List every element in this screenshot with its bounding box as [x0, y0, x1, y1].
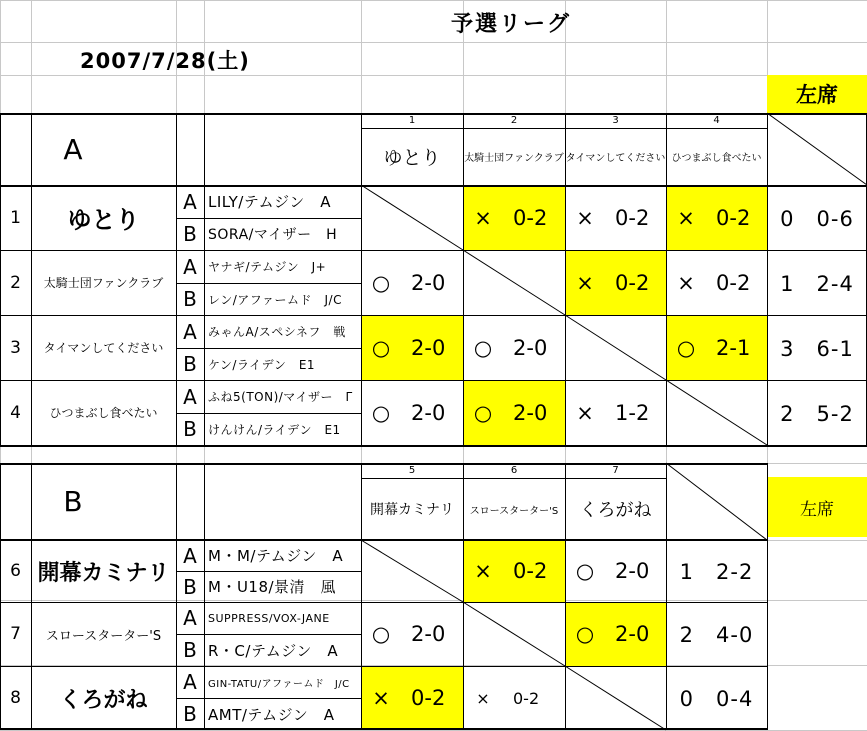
block-a-col-header: タイマンしてください [565, 153, 666, 164]
result-mark: × [677, 205, 695, 230]
result-mark: ○ [371, 335, 391, 360]
result-mark: × [474, 559, 492, 583]
block-a-team-name: タイマンしてください [43, 341, 164, 355]
border-line [565, 463, 566, 730]
diagonal-self-match [361, 185, 463, 250]
player-slot-a-label: A [183, 670, 197, 694]
result-score: 0-2 [615, 270, 650, 295]
diagonal-self-match [666, 463, 767, 540]
block-a-match-result [463, 185, 565, 250]
block-b-player-b: R・C/テムジン A [208, 641, 339, 660]
block-b-team-name: 開幕カミナリ [37, 560, 170, 586]
player-slot-b-label: B [183, 222, 197, 246]
seat-label-a: 左席 [767, 75, 867, 113]
border-line [0, 250, 867, 251]
diagonal-self-match [361, 540, 463, 602]
block-a-team-number: 3 [10, 337, 21, 358]
block-a-team-total: 1 2-4 [780, 271, 854, 296]
result-score: 0-2 [716, 270, 751, 295]
result-score: 2-0 [513, 335, 548, 360]
block-a-match-result [361, 380, 463, 445]
block-b-match-result [565, 602, 666, 666]
block-a-team-number: 4 [10, 402, 21, 423]
result-score: 2-0 [411, 400, 446, 425]
block-a-match-result [666, 250, 767, 315]
diagonal-self-match [767, 113, 867, 185]
result-score: 2-0 [411, 270, 446, 295]
block-b-col-number: 6 [510, 465, 518, 476]
border-line [0, 315, 867, 316]
border-line [176, 698, 361, 699]
result-mark: × [576, 270, 594, 295]
block-a-col-number: 1 [408, 115, 416, 126]
result-score: 0-2 [513, 205, 548, 230]
block-a-team-name: ゆとり [67, 206, 140, 234]
block-a-match-result [361, 315, 463, 380]
border-line [463, 113, 464, 445]
player-slot-b-label: B [183, 638, 197, 662]
block-a-match-result [666, 185, 767, 250]
result-score: 0-2 [716, 205, 751, 230]
border-line [176, 634, 361, 635]
border-line [361, 128, 767, 129]
block-a-col-number: 4 [713, 115, 720, 126]
border-line [565, 113, 566, 445]
result-mark: ○ [676, 335, 696, 360]
block-b-match-result [565, 540, 666, 602]
border-line [666, 463, 667, 730]
block-a-match-result [565, 250, 666, 315]
block-a-team-total: 2 5-2 [780, 401, 854, 426]
result-score: 2-0 [513, 400, 548, 425]
result-mark: × [474, 205, 492, 230]
border-line [176, 113, 177, 445]
block-a-team-name: 太騎士団ファンクラブ [43, 276, 164, 290]
block-a-player-b: レン/アファームド J/C [208, 292, 342, 307]
diagonal-self-match [463, 250, 565, 315]
result-score: 0-2 [411, 686, 446, 710]
page-title: 予選リーグ [450, 11, 571, 37]
block-b-match-result [463, 666, 565, 730]
grid-line [0, 42, 867, 43]
border-line [361, 113, 362, 445]
border-line [767, 113, 768, 445]
border-line [0, 380, 867, 381]
block-a-player-a: LILY/テムジン A [208, 193, 331, 211]
result-score: 2-1 [716, 335, 751, 360]
border-line [0, 666, 767, 667]
block-b-match-result [361, 666, 463, 730]
result-mark: × [476, 688, 490, 708]
block-a-player-a: ふね5(TON)/マイザー Γ [208, 390, 353, 404]
block-b-player-b: AMT/テムジン A [208, 705, 335, 724]
diagonal-self-match [565, 666, 666, 730]
border-line [0, 113, 1, 445]
block-a-name: A [63, 132, 83, 166]
border-line [0, 602, 767, 603]
result-score: 2-0 [411, 335, 446, 360]
player-slot-a-label: A [183, 606, 197, 630]
block-a-player-b: SORA/マイザー H [208, 227, 338, 243]
result-score: 0-2 [513, 688, 540, 708]
grid-line [0, 0, 867, 1]
block-a-player-b: ケン/ライデン E1 [208, 357, 316, 372]
border-line [31, 463, 32, 730]
border-line [204, 463, 205, 730]
block-b-team-total: 2 4-0 [679, 623, 754, 647]
result-score: 0-2 [615, 205, 650, 230]
block-b-col-number: 7 [612, 465, 619, 476]
block-a-player-a: みゃんA/スペシネフ 戦 [208, 325, 346, 339]
block-a-match-result [361, 250, 463, 315]
result-mark: ○ [371, 622, 391, 646]
result-score: 0-2 [513, 559, 548, 583]
block-b-col-number: 5 [408, 465, 416, 476]
block-b-player-a: M・M/テムジン A [208, 547, 344, 565]
player-slot-b-label: B [183, 417, 197, 441]
result-mark: ○ [473, 335, 493, 360]
block-a-match-result [565, 380, 666, 445]
block-b-player-b: M・U18/景清 風 [208, 578, 337, 596]
player-slot-a-label: A [183, 384, 197, 409]
block-b-team-number: 8 [10, 688, 21, 708]
date-label: 2007/7/28(土) [80, 49, 250, 73]
block-b-team-total: 1 2-2 [679, 560, 754, 584]
block-a-team-total: 3 6-1 [780, 336, 854, 361]
border-line [176, 348, 361, 349]
block-b-match-result [463, 540, 565, 602]
block-a-match-result [565, 185, 666, 250]
border-line [361, 478, 666, 479]
border-line [31, 113, 32, 445]
block-b-team-name: くろがね [59, 687, 148, 713]
result-score: 2-0 [615, 559, 650, 583]
border-line [666, 113, 667, 445]
block-b-team-number: 6 [10, 561, 21, 581]
block-b-match-result [361, 602, 463, 666]
block-b-name: B [63, 485, 83, 518]
seat-label-b: 左席 [767, 477, 867, 537]
diagonal-self-match [666, 380, 767, 445]
result-score: 2-0 [411, 622, 446, 646]
result-mark: × [372, 686, 390, 710]
diagonal-self-match [565, 315, 666, 380]
border-line [176, 283, 361, 284]
block-a-col-header: ゆとり [383, 147, 441, 169]
block-a-match-result [463, 380, 565, 445]
block-b-team-name: スロースターター'S [45, 628, 162, 644]
block-b-team-total: 0 0-4 [679, 687, 754, 711]
border-line [176, 463, 177, 730]
border-line [0, 463, 767, 465]
result-mark: ○ [575, 622, 595, 646]
block-a-col-header: ひつまぶし食べたい [671, 153, 762, 164]
player-slot-a-label: A [183, 189, 197, 214]
border-line [176, 218, 361, 219]
player-slot-b-label: B [183, 574, 197, 599]
border-line [0, 185, 867, 187]
result-mark: ○ [371, 400, 391, 425]
block-b-col-header: スロースターター'S [469, 505, 559, 517]
player-slot-b-label: B [183, 702, 197, 726]
block-a-team-number: 2 [10, 272, 21, 293]
player-slot-a-label: A [183, 319, 197, 344]
block-a-col-header: 太騎士団ファンクラブ [464, 153, 564, 164]
border-line [0, 539, 767, 541]
block-b-player-a: GIN-TATU/アファームド J/C [208, 678, 350, 690]
diagonal-self-match [463, 602, 565, 666]
block-b-col-header: くろがね [579, 500, 652, 521]
block-a-col-number: 2 [510, 115, 518, 126]
border-line [0, 445, 867, 447]
block-a-match-result [463, 315, 565, 380]
player-slot-b-label: B [183, 352, 197, 376]
result-score: 1-2 [615, 400, 650, 425]
player-slot-a-label: A [183, 254, 197, 279]
border-line [176, 571, 361, 572]
result-mark: × [576, 205, 594, 230]
player-slot-a-label: A [183, 543, 197, 568]
block-a-player-b: けんけん/ライデン E1 [208, 422, 341, 437]
block-a-team-total: 0 0-6 [780, 206, 854, 231]
block-a-team-name: ひつまぶし食べたい [49, 406, 158, 420]
block-b-team-number: 7 [10, 624, 21, 644]
block-a-team-number: 1 [10, 207, 21, 228]
result-mark: × [677, 270, 695, 295]
border-line [361, 463, 362, 730]
block-a-match-result [666, 315, 767, 380]
result-mark: ○ [371, 270, 391, 295]
block-a-player-a: ヤナギ/テムジン J+ [208, 260, 327, 274]
player-slot-b-label: B [183, 287, 197, 311]
border-line [176, 413, 361, 414]
result-score: 2-0 [615, 622, 650, 646]
block-b-player-a: SUPPRESS/VOX-JANE [208, 611, 330, 625]
border-line [0, 463, 1, 730]
block-a-col-number: 3 [612, 115, 619, 126]
result-mark: ○ [473, 400, 493, 425]
result-mark: × [576, 400, 594, 425]
border-line [463, 463, 464, 730]
block-b-col-header: 開幕カミナリ [370, 502, 454, 518]
result-mark: ○ [575, 559, 595, 583]
border-line [767, 463, 768, 730]
border-line [204, 113, 205, 445]
border-line [0, 113, 867, 115]
